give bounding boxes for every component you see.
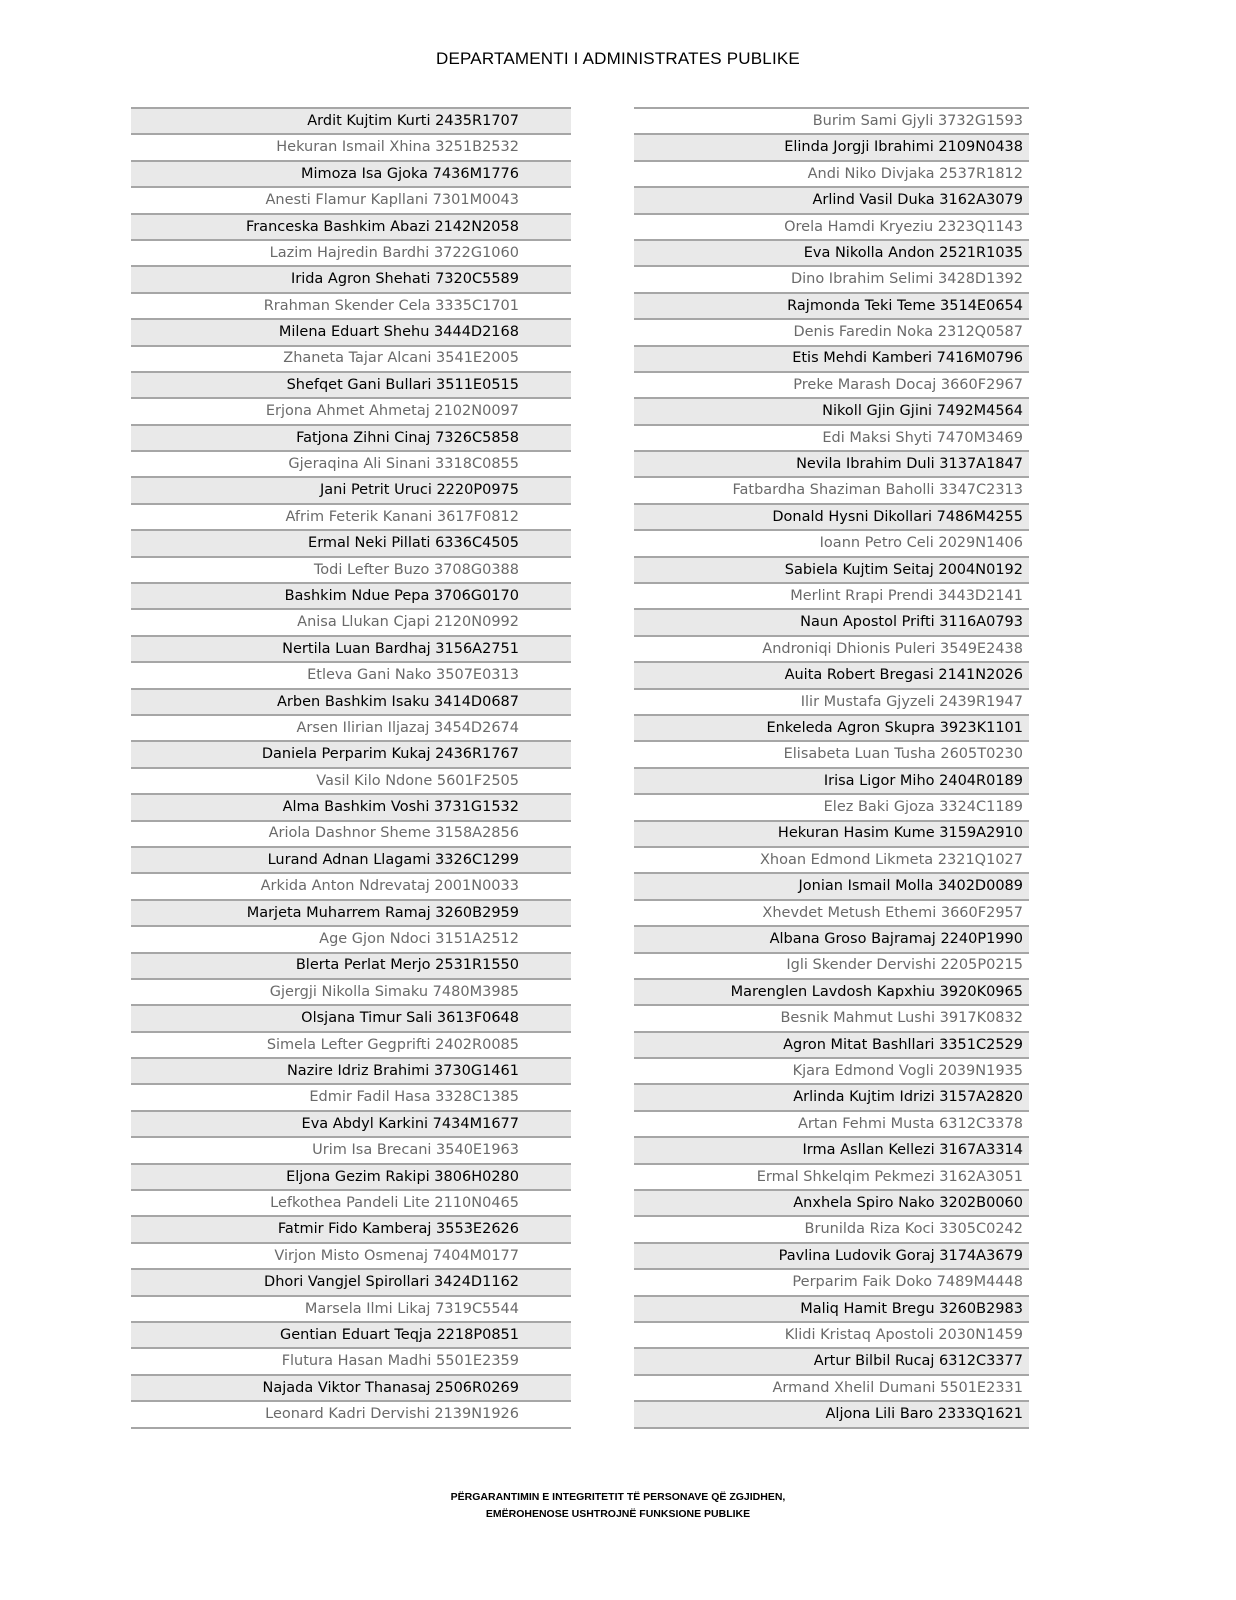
list-item: Eva Abdyl Karkini 7434M1677 [131,1112,571,1138]
list-item: Arben Bashkim Isaku 3414D0687 [131,690,571,716]
right-name-list [634,107,1029,1429]
list-item: Zhaneta Tajar Alcani 3541E2005 [131,347,571,373]
list-item: Aljona Lili Baro 2333Q1621 [634,1402,1029,1428]
list-item: Andi Niko Divjaka 2537R1812 [634,162,1029,188]
list-item: Franceska Bashkim Abazi 2142N2058 [131,215,571,241]
list-item: Jani Petrit Uruci 2220P0975 [131,478,571,504]
list-item: Fatmir Fido Kamberaj 3553E2626 [131,1217,571,1243]
list-item: Dhori Vangjel Spirollari 3424D1162 [131,1270,571,1296]
list-item: Mimoza Isa Gjoka 7436M1776 [131,162,571,188]
list-item: Denis Faredin Noka 2312Q0587 [634,320,1029,346]
list-item: Pavlina Ludovik Goraj 3174A3679 [634,1244,1029,1270]
list-item: Irida Agron Shehati 7320C5589 [131,267,571,293]
footer-line-2: EMËROHENOSE USHTROJNË FUNKSIONE PUBLIKE [485,1508,751,1520]
list-item: Sabiela Kujtim Seitaj 2004N0192 [634,558,1029,584]
list-item: Igli Skender Dervishi 2205P0215 [634,954,1029,980]
list-item: Ariola Dashnor Sheme 3158A2856 [131,822,571,848]
list-item: Age Gjon Ndoci 3151A2512 [131,927,571,953]
list-item: Maliq Hamit Bregu 3260B2983 [634,1297,1029,1323]
list-item: Agron Mitat Bashllari 3351C2529 [634,1033,1029,1059]
list-item: Burim Sami Gjyli 3732G1593 [634,109,1029,135]
list-item: Nertila Luan Bardhaj 3156A2751 [131,637,571,663]
list-item: Ioann Petro Celi 2029N1406 [634,531,1029,557]
list-item: Preke Marash Docaj 3660F2967 [634,373,1029,399]
list-item: Olsjana Timur Sali 3613F0648 [131,1006,571,1032]
list-item: Simela Lefter Gegprifti 2402R0085 [131,1033,571,1059]
list-item: Albana Groso Bajramaj 2240P1990 [634,927,1029,953]
list-item: Virjon Misto Osmenaj 7404M0177 [131,1244,571,1270]
list-item: Irisa Ligor Miho 2404R0189 [634,769,1029,795]
list-item: Irma Asllan Kellezi 3167A3314 [634,1138,1029,1164]
list-item: Brunilda Riza Koci 3305C0242 [634,1217,1029,1243]
list-item: Edi Maksi Shyti 7470M3469 [634,426,1029,452]
list-item: Urim Isa Brecani 3540E1963 [131,1138,571,1164]
list-item: Arlinda Kujtim Idrizi 3157A2820 [634,1085,1029,1111]
list-item: Enkeleda Agron Skupra 3923K1101 [634,716,1029,742]
list-item: Arsen Ilirian Iljazaj 3454D2674 [131,716,571,742]
list-item: Perparim Faik Doko 7489M4448 [634,1270,1029,1296]
list-item: Shefqet Gani Bullari 3511E0515 [131,373,571,399]
footer [0,1489,1236,1523]
list-item: Elinda Jorgji Ibrahimi 2109N0438 [634,135,1029,161]
list-item: Artur Bilbil Rucaj 6312C3377 [634,1349,1029,1375]
list-item: Androniqi Dhionis Puleri 3549E2438 [634,637,1029,663]
list-item: Ermal Shkelqim Pekmezi 3162A3051 [634,1165,1029,1191]
list-item: Etis Mehdi Kamberi 7416M0796 [634,347,1029,373]
list-item: Ilir Mustafa Gjyzeli 2439R1947 [634,690,1029,716]
list-item: Alma Bashkim Voshi 3731G1532 [131,795,571,821]
footer-line-1: PËRGARANTIMIN E INTEGRITETIT TË PERSONAVE QË ZGJIDHEN, [450,1491,786,1503]
list-item: Vasil Kilo Ndone 5601F2505 [131,769,571,795]
list-item: Rrahman Skender Cela 3335C1701 [131,294,571,320]
list-item: Hekuran Hasim Kume 3159A2910 [634,822,1029,848]
list-item: Milena Eduart Shehu 3444D2168 [131,320,571,346]
list-item: Elez Baki Gjoza 3324C1189 [634,795,1029,821]
list-item: Ermal Neki Pillati 6336C4505 [131,531,571,557]
list-item: Marenglen Lavdosh Kapxhiu 3920K0965 [634,980,1029,1006]
list-item: Daniela Perparim Kukaj 2436R1767 [131,742,571,768]
list-item: Leonard Kadri Dervishi 2139N1926 [131,1402,571,1428]
list-item: Flutura Hasan Madhi 5501E2359 [131,1349,571,1375]
list-item: Todi Lefter Buzo 3708G0388 [131,558,571,584]
list-item: Jonian Ismail Molla 3402D0089 [634,874,1029,900]
list-item: Donald Hysni Dikollari 7486M4255 [634,505,1029,531]
list-item: Naun Apostol Prifti 3116A0793 [634,610,1029,636]
left-name-list [131,107,571,1429]
list-item: Anxhela Spiro Nako 3202B0060 [634,1191,1029,1217]
list-item: Bashkim Ndue Pepa 3706G0170 [131,584,571,610]
page-title: DEPARTAMENTI I ADMINISTRATES PUBLIKE [436,49,800,68]
list-item: Lurand Adnan Llagami 3326C1299 [131,848,571,874]
list-item: Afrim Feterik Kanani 3617F0812 [131,505,571,531]
list-item: Arlind Vasil Duka 3162A3079 [634,188,1029,214]
list-item: Dino Ibrahim Selimi 3428D1392 [634,267,1029,293]
list-item: Erjona Ahmet Ahmetaj 2102N0097 [131,399,571,425]
list-item: Eljona Gezim Rakipi 3806H0280 [131,1165,571,1191]
list-item: Armand Xhelil Dumani 5501E2331 [634,1376,1029,1402]
list-item: Gentian Eduart Teqja 2218P0851 [131,1323,571,1349]
list-item: Kjara Edmond Vogli 2039N1935 [634,1059,1029,1085]
list-item: Gjeraqina Ali Sinani 3318C0855 [131,452,571,478]
list-item: Hekuran Ismail Xhina 3251B2532 [131,135,571,161]
list-item: Ardit Kujtim Kurti 2435R1707 [131,109,571,135]
list-item: Nikoll Gjin Gjini 7492M4564 [634,399,1029,425]
list-item: Xhevdet Metush Ethemi 3660F2957 [634,901,1029,927]
list-item: Orela Hamdi Kryeziu 2323Q1143 [634,215,1029,241]
list-item: Blerta Perlat Merjo 2531R1550 [131,954,571,980]
list-item: Lazim Hajredin Bardhi 3722G1060 [131,241,571,267]
list-item: Etleva Gani Nako 3507E0313 [131,663,571,689]
list-item: Marsela Ilmi Likaj 7319C5544 [131,1297,571,1323]
list-item: Rajmonda Teki Teme 3514E0654 [634,294,1029,320]
list-item: Merlint Rrapi Prendi 3443D2141 [634,584,1029,610]
list-item: Edmir Fadil Hasa 3328C1385 [131,1085,571,1111]
list-item: Klidi Kristaq Apostoli 2030N1459 [634,1323,1029,1349]
list-item: Lefkothea Pandeli Lite 2110N0465 [131,1191,571,1217]
list-item: Elisabeta Luan Tusha 2605T0230 [634,742,1029,768]
list-item: Anisa Llukan Cjapi 2120N0992 [131,610,571,636]
list-item: Nazire Idriz Brahimi 3730G1461 [131,1059,571,1085]
list-item: Najada Viktor Thanasaj 2506R0269 [131,1376,571,1402]
list-item: Arkida Anton Ndrevataj 2001N0033 [131,874,571,900]
list-item: Anesti Flamur Kapllani 7301M0043 [131,188,571,214]
list-item: Besnik Mahmut Lushi 3917K0832 [634,1006,1029,1032]
list-item: Fatjona Zihni Cinaj 7326C5858 [131,426,571,452]
list-item: Gjergji Nikolla Simaku 7480M3985 [131,980,571,1006]
list-item: Artan Fehmi Musta 6312C3378 [634,1112,1029,1138]
list-item: Xhoan Edmond Likmeta 2321Q1027 [634,848,1029,874]
list-item: Eva Nikolla Andon 2521R1035 [634,241,1029,267]
list-item: Fatbardha Shaziman Baholli 3347C2313 [634,478,1029,504]
list-item: Auita Robert Bregasi 2141N2026 [634,663,1029,689]
list-item: Marjeta Muharrem Ramaj 3260B2959 [131,901,571,927]
list-item: Nevila Ibrahim Duli 3137A1847 [634,452,1029,478]
